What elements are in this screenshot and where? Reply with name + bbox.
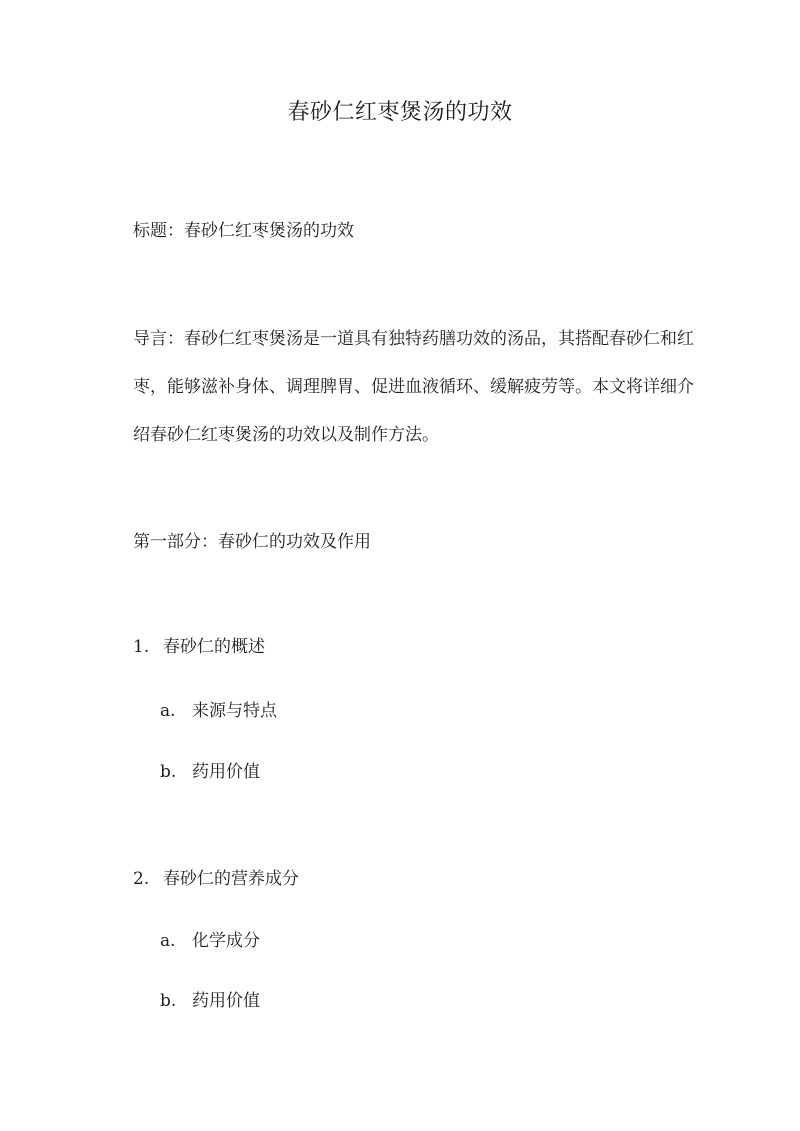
subitem-letter: a. [160,701,176,721]
section-label: 春砂仁的营养成分 [163,869,299,889]
section-number: 1. [133,637,150,657]
heading-line: 标题：春砂仁红枣煲汤的功效 [133,221,354,241]
subitem-letter: a. [160,931,176,951]
subitem-letter: b. [160,762,177,782]
section-item [133,864,299,894]
subitem [160,926,260,956]
subitem [160,986,260,1016]
part-one-heading: 第一部分：春砂仁的功效及作用 [133,532,371,552]
section-item [133,632,265,662]
subitem [160,757,260,787]
section-label: 春砂仁的概述 [163,637,265,657]
subitem-label: 化学成分 [192,931,260,951]
subitem-label: 药用价值 [192,991,260,1011]
document-title: 春砂仁红枣煲汤的功效 [287,100,513,125]
subitem [160,696,277,726]
subitem-label: 来源与特点 [192,701,277,721]
intro-paragraph: 导言：春砂仁红枣煲汤是一道具有独特药膳功效的汤品，其搭配春砂仁和红枣，能够滋补身体、调理脾胃、促进血液循环、缓解疲劳等。本文将详细介绍春砂仁红枣煲汤的功效以及制作方法。 [133,329,694,445]
subitem-letter: b. [160,991,177,1011]
section-number: 2. [133,869,150,889]
subitem-label: 药用价值 [192,762,260,782]
